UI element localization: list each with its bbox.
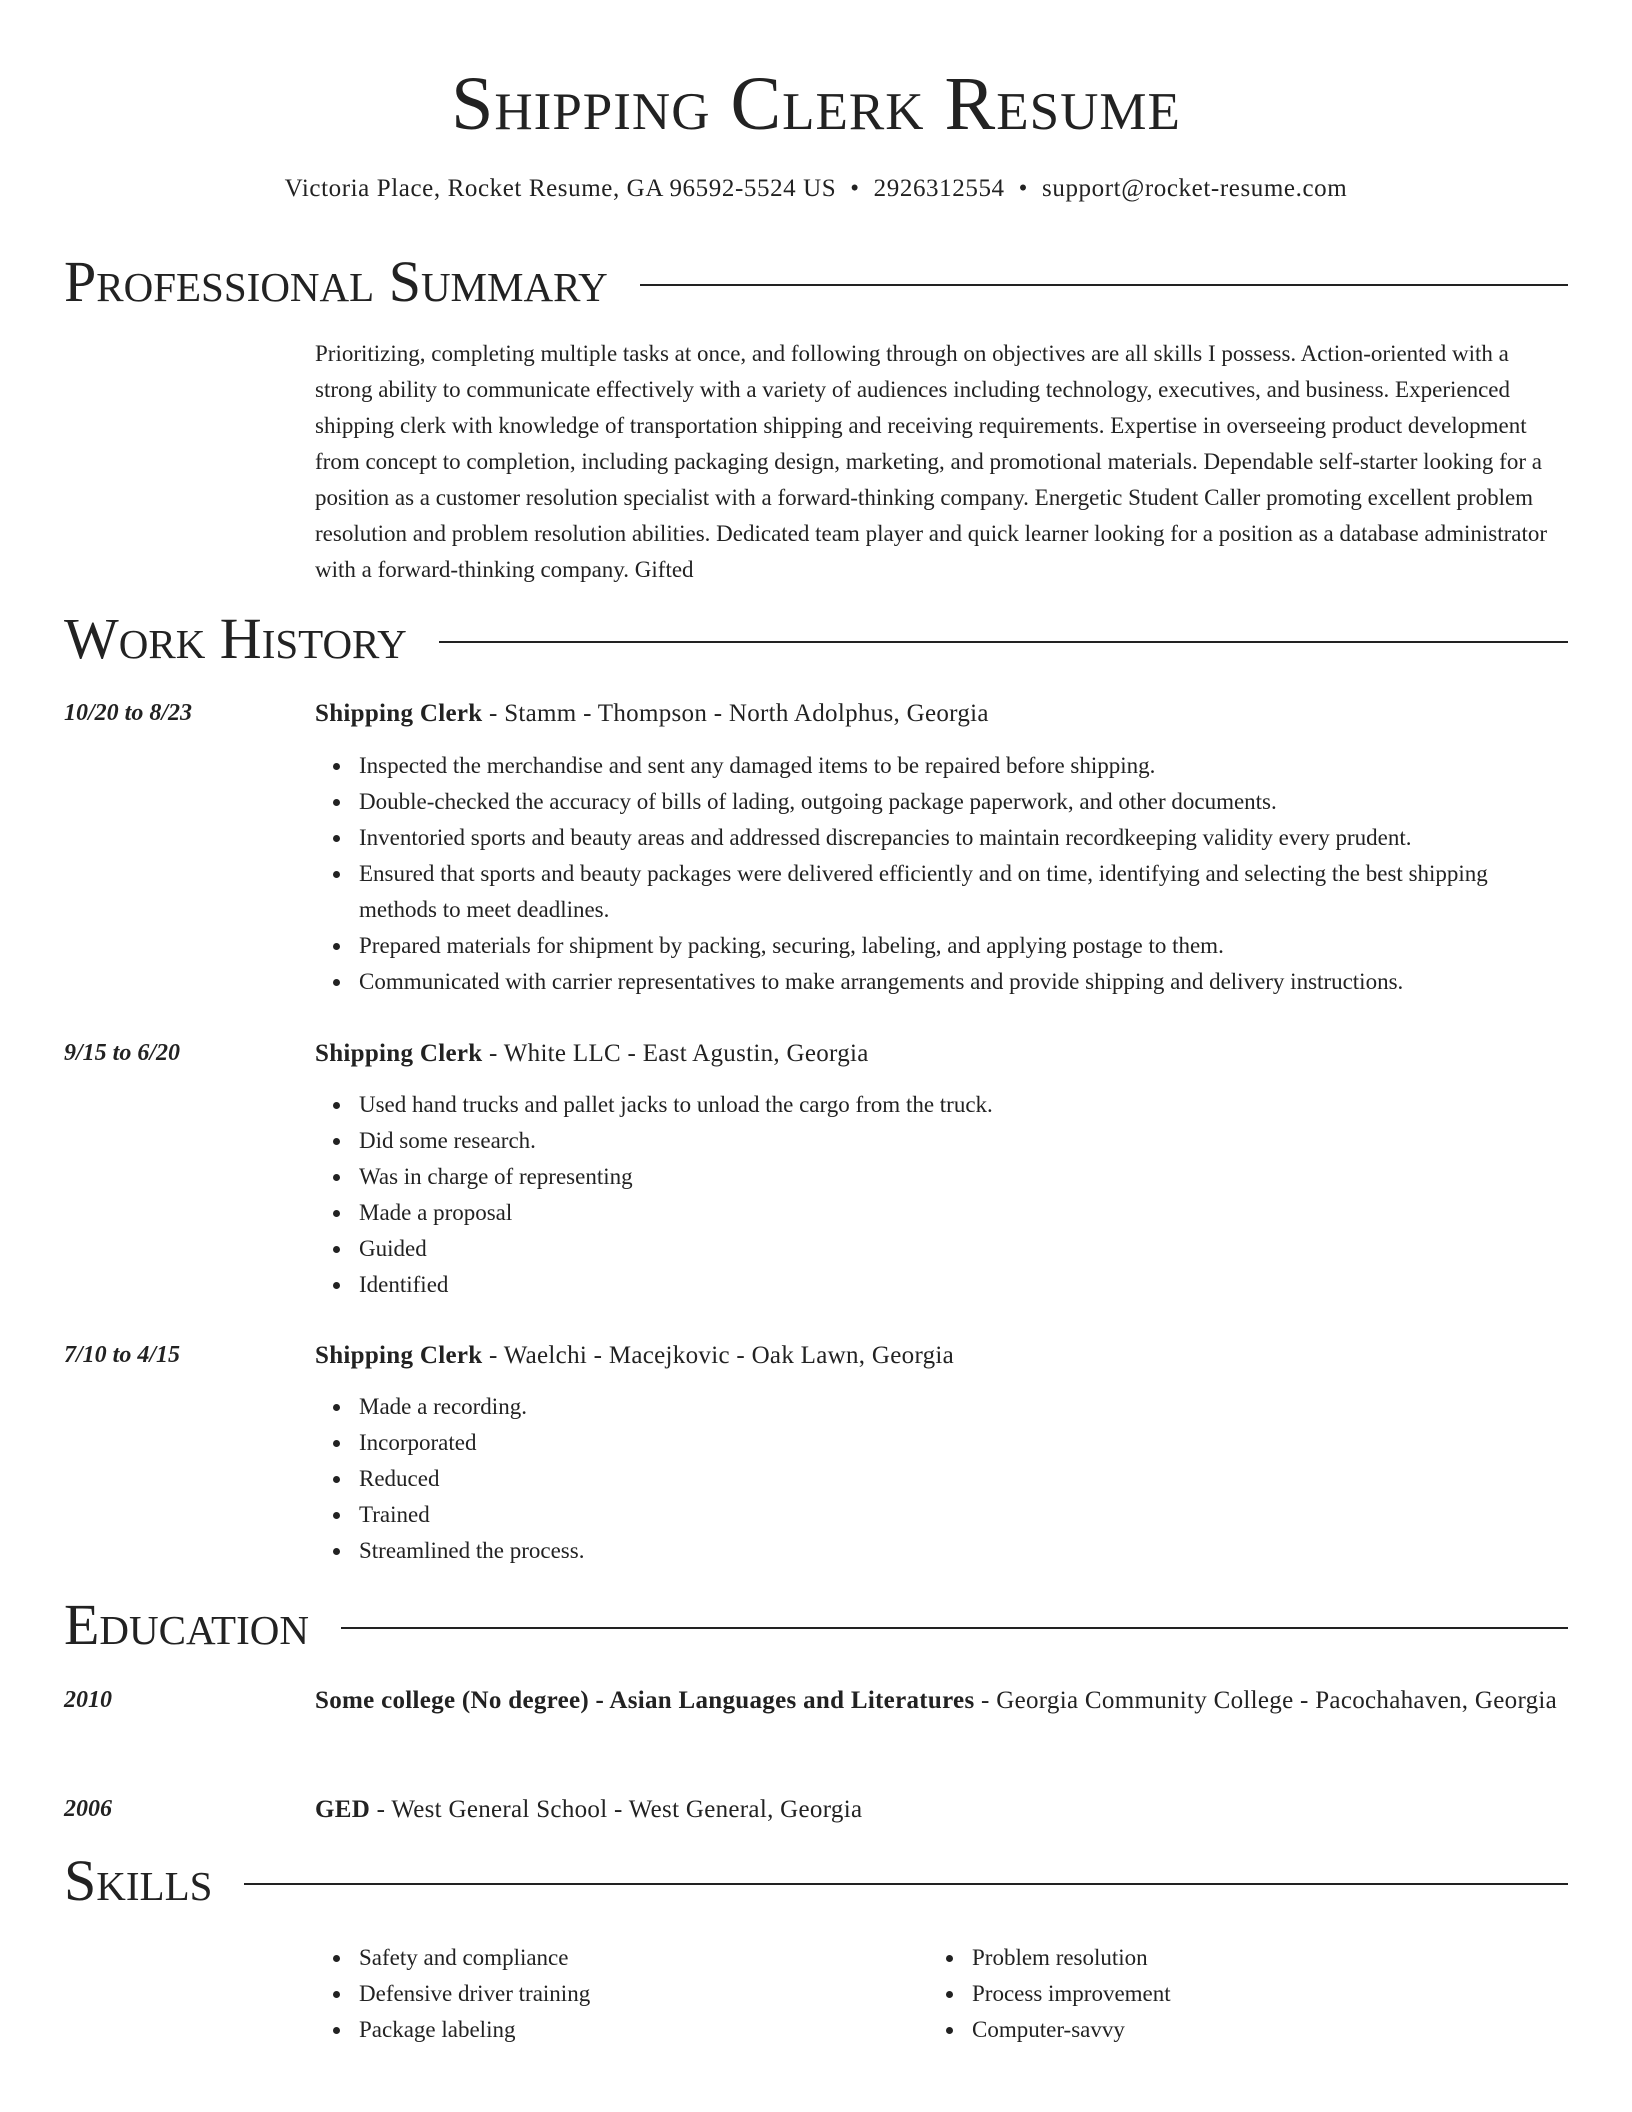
degree: Some college (No degree) - Asian Languages and Literatures [315,1687,975,1714]
skill-item: Package labeling [359,2012,959,2048]
work-dates: 9/15 to 6/20 [64,1040,181,1066]
list-item: Double-checked the accuracy of bills of lading, outgoing package paperwork, and other documents. [359,784,1568,820]
skills-section-header [64,1846,1568,1916]
list-item: Communicated with carrier representatives to make arrangements and provide shipping and delivery instructions. [359,964,1568,1000]
list-item: Incorporated [359,1425,1568,1461]
list-item: Inspected the merchandise and sent any damaged items to be repaired before shipping. [359,748,1568,784]
section-divider [640,284,1568,286]
list-item: Identified [359,1267,1568,1303]
email: support@rocket-resume.com [1042,175,1348,202]
job-title-line [315,1035,1568,1073]
job-title-line [315,1337,1568,1375]
job-details: - White LLC - East Agustin, Georgia [482,1040,869,1067]
list-item: Trained [359,1497,1568,1533]
school-details: - Georgia Community College - Pacochahaven, Georgia [974,1687,1558,1714]
list-item: Prepared materials for shipment by packing, securing, labeling, and applying postage to them. [359,928,1568,964]
list-item: Reduced [359,1461,1568,1497]
skill-item: Safety and compliance [359,1940,959,1976]
job-title: Shipping Clerk [315,1040,483,1067]
job-title-line [315,695,1568,733]
job-bullets [315,1389,1568,1569]
work-entry-body [315,1035,1568,1303]
section-divider [244,1883,1568,1885]
school-details: - West General School - West General, Georgia [370,1796,863,1823]
work-section-header [64,604,1568,674]
list-item: Was in charge of representing [359,1159,1568,1195]
job-details: - Waelchi - Macejkovic - Oak Lawn, Georgia [482,1342,955,1369]
list-item: Made a recording. [359,1389,1568,1425]
job-title: Shipping Clerk [315,700,483,727]
summary-text: Prioritizing, completing multiple tasks at once, and following through on objectives are all skills I possess. Action-oriented with a strong ability to communicate effectively with a variety of audiences including technology, executives, and business. Experienced shipping clerk with knowledge of transportation shipping and receiving requirements. Expertise in overseeing product development from concept to completion, including packaging design, marketing, and promotional materials. Dependable self-starter looking for a position as a customer resolution specialist with a forward-thinking company. Energetic Student Caller promoting excellent problem resolution and problem resolution abilities. Dedicated team player and quick learner looking for a position as a database administrator with a forward-thinking company. Gifted [315,341,1548,582]
work-entry-body [315,695,1568,1000]
education-year: 2006 [64,1796,112,1822]
education-section-header [64,1590,1568,1660]
summary-section-header [64,247,1568,317]
skills-column-right [928,1940,1572,2048]
list-item: Inventoried sports and beauty areas and addressed discrepancies to maintain recordkeeping validity every prudent. [359,820,1568,856]
skill-item: Problem resolution [972,1940,1572,1976]
resume-page [64,0,1568,2112]
skill-item: Computer-savvy [972,2012,1572,2048]
education-entry-body [315,1791,1568,1829]
work-dates: 10/20 to 8/23 [64,700,193,726]
job-details: - Stamm - Thompson - North Adolphus, Georgia [482,700,989,727]
education-line [315,1682,1568,1720]
list-item: Did some research. [359,1123,1568,1159]
job-title: Shipping Clerk [315,1342,483,1369]
work-dates: 7/10 to 4/15 [64,1342,181,1368]
section-title: Work History [64,606,407,671]
list-item: Made a proposal [359,1195,1568,1231]
section-title: Professional Summary [64,249,608,314]
separator-dot: • [1018,175,1029,202]
list-item: Guided [359,1231,1568,1267]
section-divider [439,641,1568,643]
skills-column-left [315,1940,959,2048]
section-title: Education [64,1592,309,1657]
job-bullets [315,748,1568,1000]
education-year: 2010 [64,1687,112,1713]
section-title: Skills [64,1848,213,1913]
job-bullets [315,1087,1568,1303]
work-entry-body [315,1337,1568,1569]
list-item: Used hand trucks and pallet jacks to unload the cargo from the truck. [359,1087,1568,1123]
address: Victoria Place, Rocket Resume, GA 96592-5524 US [284,175,837,202]
separator-dot: • [850,175,860,202]
degree: GED [315,1796,371,1823]
section-divider [341,1627,1568,1629]
contact-line [64,172,1568,206]
list-item: Ensured that sports and beauty packages were delivered efficiently and on time, identifying and selecting the best shipping methods to meet deadlines. [359,856,1568,928]
resume-title: Shipping Clerk Resume [451,62,1181,146]
skill-item: Process improvement [972,1976,1572,2012]
phone: 2926312554 [873,175,1005,202]
education-line [315,1791,1568,1829]
education-entry-body [315,1682,1568,1720]
skill-item: Defensive driver training [359,1976,959,2012]
list-item: Streamlined the process. [359,1533,1568,1569]
